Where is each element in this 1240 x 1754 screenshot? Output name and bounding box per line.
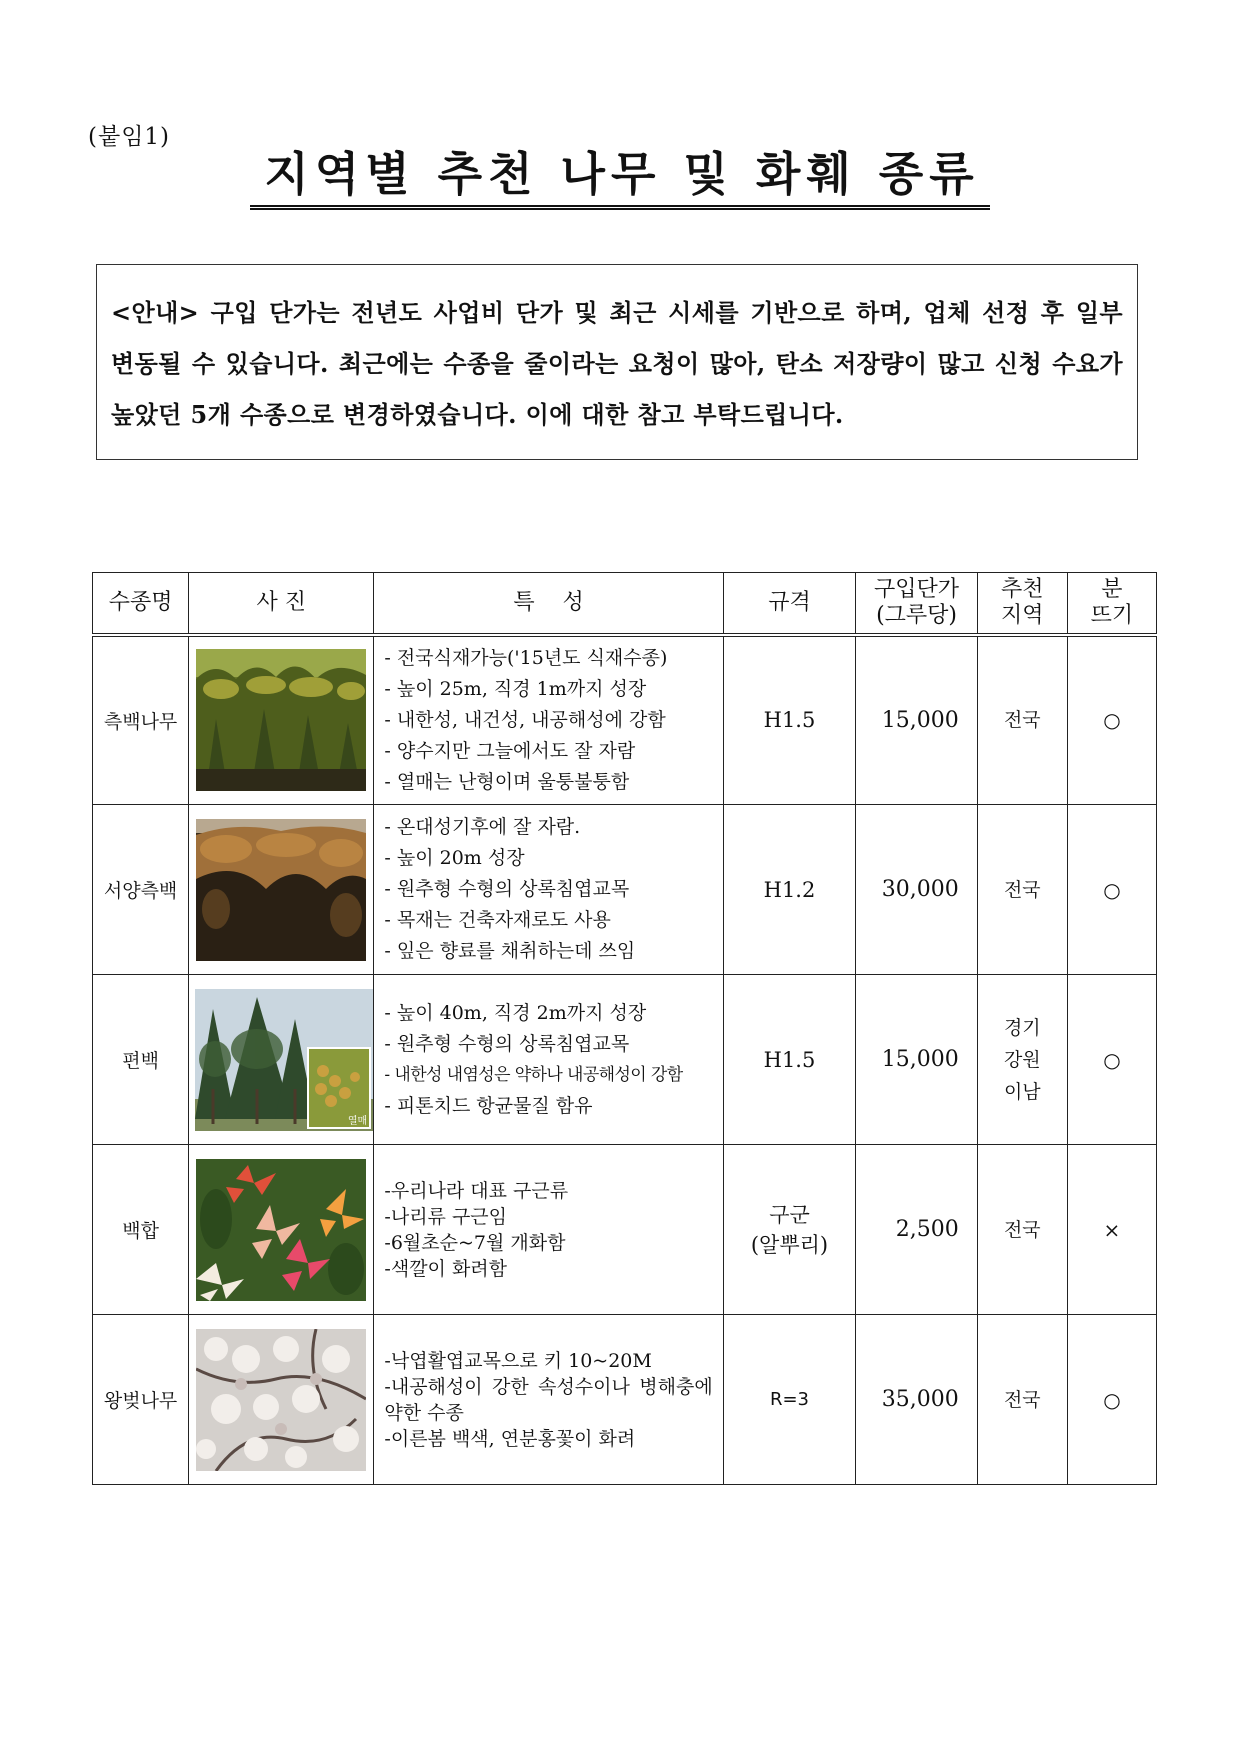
features-cell [374, 1315, 723, 1485]
feature-line: - 양수지만 그늘에서도 잘 자람 [384, 739, 636, 762]
attachment-label: (붙임1) [88, 124, 171, 150]
features-cell [374, 805, 723, 975]
region-value [977, 975, 1067, 1145]
spec-value: H1.5 [723, 635, 856, 805]
header-features: 특 성 [374, 573, 723, 635]
feature-line: -이른봄 백색, 연분홍꽃이 화려 [384, 1427, 636, 1450]
feature-line: - 내한성 내염성은 약하나 내공해성이 강함 [384, 1064, 683, 1085]
hinoki-cypress-photo [195, 989, 373, 1131]
region-value: 전국 [977, 805, 1067, 975]
header-split [1067, 573, 1156, 635]
feature-line: - 내한성, 내건성, 내공해성에 강함 [384, 708, 666, 731]
price-value: 15,000 [856, 975, 977, 1145]
feature-line: -6월초순~7월 개화함 [384, 1231, 566, 1254]
table-row [93, 1145, 1157, 1315]
split-mark: ○ [1067, 805, 1156, 975]
header-region-line1: 추천 [1001, 577, 1044, 603]
feature-line: -내공해성이 강한 속성수이나 병해충에 약한 수종 [384, 1375, 713, 1424]
features-cell [374, 635, 723, 805]
feature-line: - 잎은 향료를 채취하는데 쓰임 [384, 940, 636, 962]
feature-line: - 목재는 건축자재로도 사용 [384, 909, 611, 931]
spec-line: 구군 [769, 1202, 810, 1227]
species-table [92, 572, 1157, 1485]
table-row [93, 975, 1157, 1145]
price-value: 2,500 [856, 1145, 977, 1315]
species-photo-cell [189, 805, 374, 975]
species-name: 왕벚나무 [93, 1315, 189, 1485]
region-value: 전국 [977, 1145, 1067, 1315]
split-mark: × [1067, 1145, 1156, 1315]
species-photo-cell [189, 975, 374, 1145]
feature-line: -나리류 구근임 [384, 1205, 508, 1228]
header-price-line1: 구입단가 [874, 577, 960, 603]
split-mark: ○ [1067, 975, 1156, 1145]
features-cell [374, 975, 723, 1145]
cherry-blossom-photo [196, 1329, 366, 1471]
region-line: 이남 [1003, 1080, 1041, 1103]
western-arborvitae-photo [196, 819, 366, 961]
table-row [93, 1315, 1157, 1485]
species-name: 측백나무 [93, 635, 189, 805]
species-name: 서양측백 [93, 805, 189, 975]
feature-line: - 전국식재가능('15년도 식재수종) [384, 646, 668, 669]
feature-line: - 원추형 수형의 상록침엽교목 [384, 1032, 630, 1055]
photo-caption: 열매 [347, 1115, 368, 1127]
feature-line: - 열매는 난형이며 울퉁불퉁함 [384, 770, 630, 793]
region-line: 경기 [1003, 1016, 1041, 1039]
split-mark: ○ [1067, 635, 1156, 805]
header-region [977, 573, 1067, 635]
header-split-line2: 뜨기 [1090, 602, 1134, 628]
feature-line: - 온대성기후에 잘 자람. [384, 816, 581, 838]
table-header-row [93, 573, 1157, 635]
species-photo-cell [189, 635, 374, 805]
features-cell [374, 1145, 723, 1315]
spec-value: H1.5 [723, 975, 856, 1145]
price-value: 15,000 [856, 635, 977, 805]
lily-photo [196, 1159, 366, 1301]
header-price-line2: (그루당) [876, 602, 957, 628]
header-spec: 규격 [723, 573, 856, 635]
spec-value [723, 1145, 856, 1315]
header-split-line1: 분 [1101, 577, 1123, 603]
spec-value: H1.2 [723, 805, 856, 975]
region-value: 전국 [977, 635, 1067, 805]
header-species: 수종명 [93, 573, 189, 635]
page-title-wrap [0, 148, 1240, 210]
region-line: 강원 [1003, 1048, 1041, 1071]
table-row [93, 635, 1157, 805]
feature-line: -색깔이 화려함 [384, 1257, 508, 1280]
spec-line: (알뿌리) [750, 1232, 829, 1257]
region-value: 전국 [977, 1315, 1067, 1485]
feature-line: - 높이 20m 성장 [384, 847, 525, 869]
species-name: 백합 [93, 1145, 189, 1315]
species-photo-cell [189, 1315, 374, 1485]
feature-line: - 높이 25m, 직경 1m까지 성장 [384, 677, 647, 700]
species-name: 편백 [93, 975, 189, 1145]
header-price [856, 573, 977, 635]
feature-line: -우리나라 대표 구근류 [384, 1179, 569, 1202]
table-row [93, 805, 1157, 975]
notice-box: <안내> 구입 단가는 전년도 사업비 단가 및 최근 시세를 기반으로 하며, 업체 선정 후 일부 변동될 수 있습니다. 최근에는 수종을 줄이라는 요청이 많아, 탄소 저장량이 많고 신청 수요가 높았던 5개 수종으로 변경하였습니다. 이에 대한 참고 부탁드립니다. [96, 264, 1138, 460]
header-photo: 사 진 [189, 573, 374, 635]
feature-line: - 높이 40m, 직경 2m까지 성장 [384, 1001, 647, 1024]
page-title: 지역별 추천 나무 및 화훼 종류 [250, 148, 989, 210]
split-mark: ○ [1067, 1315, 1156, 1485]
species-photo-cell [189, 1145, 374, 1315]
price-value: 30,000 [856, 805, 977, 975]
arborvitae-photo [196, 649, 366, 791]
feature-line: -낙엽활엽교목으로 키 10~20M [384, 1349, 652, 1372]
price-value: 35,000 [856, 1315, 977, 1485]
feature-line: - 피톤치드 항균물질 함유 [384, 1094, 593, 1117]
feature-line: - 원추형 수형의 상록침엽교목 [384, 878, 630, 900]
header-region-line2: 지역 [1001, 602, 1044, 628]
spec-value: R=3 [723, 1315, 856, 1485]
